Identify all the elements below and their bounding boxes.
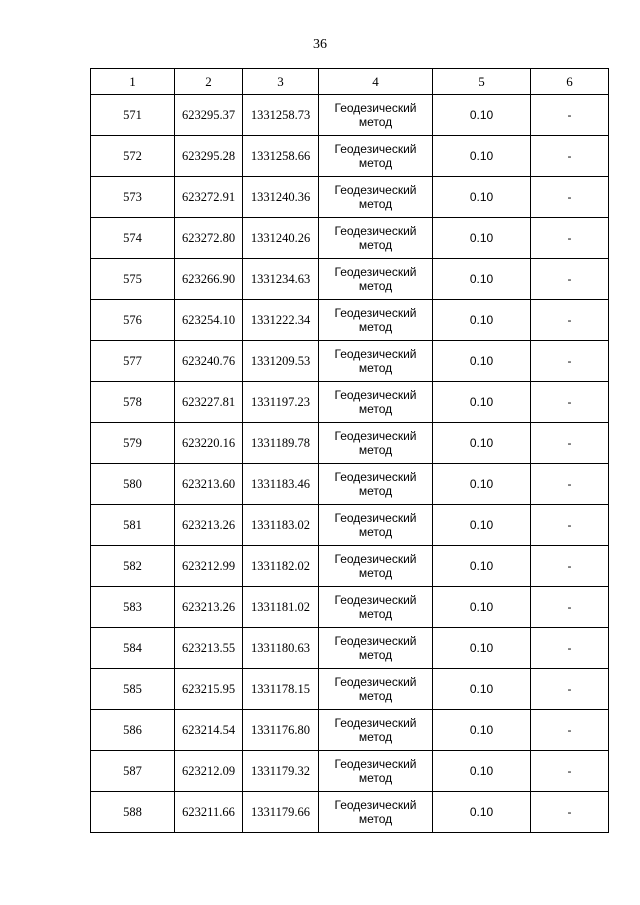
accuracy-cell: 0.10 [433, 423, 531, 464]
method-cell [319, 341, 433, 382]
method-line-2: метод [358, 361, 393, 375]
accuracy-cell: 0.10 [433, 341, 531, 382]
method-line-2: метод [358, 320, 393, 334]
table-row [91, 259, 609, 300]
column-header-4: 4 [319, 69, 433, 95]
accuracy-cell: 0.10 [433, 177, 531, 218]
note-cell: - [531, 300, 609, 341]
table-row [91, 587, 609, 628]
method-line-1: Геодезический [334, 306, 417, 320]
y-coordinate-cell: 1331179.66 [243, 792, 319, 833]
method-line-2: метод [358, 771, 393, 785]
accuracy-cell: 0.10 [433, 259, 531, 300]
page-number: 36 [313, 37, 327, 52]
table-row [91, 218, 609, 259]
note-cell: - [531, 464, 609, 505]
x-coordinate-cell: 623272.80 [175, 218, 243, 259]
point-number-cell: 576 [91, 300, 175, 341]
note-cell: - [531, 546, 609, 587]
method-line-1: Геодезический [334, 183, 417, 197]
point-number-cell: 582 [91, 546, 175, 587]
point-number-cell: 586 [91, 710, 175, 751]
method-cell [319, 587, 433, 628]
method-line-1: Геодезический [334, 429, 417, 443]
note-cell: - [531, 710, 609, 751]
method-line-2: метод [358, 443, 393, 457]
method-line-2: метод [358, 689, 393, 703]
note-cell: - [531, 505, 609, 546]
x-coordinate-cell: 623214.54 [175, 710, 243, 751]
table-row [91, 95, 609, 136]
note-cell: - [531, 669, 609, 710]
x-coordinate-cell: 623213.60 [175, 464, 243, 505]
note-cell: - [531, 792, 609, 833]
point-number-cell: 577 [91, 341, 175, 382]
method-cell [319, 669, 433, 710]
column-header-6: 6 [531, 69, 609, 95]
y-coordinate-cell: 1331181.02 [243, 587, 319, 628]
method-cell [319, 505, 433, 546]
x-coordinate-cell: 623266.90 [175, 259, 243, 300]
method-cell [319, 423, 433, 464]
accuracy-cell: 0.10 [433, 546, 531, 587]
accuracy-cell: 0.10 [433, 587, 531, 628]
column-header-1: 1 [91, 69, 175, 95]
note-cell: - [531, 259, 609, 300]
method-line-1: Геодезический [334, 634, 417, 648]
table-row [91, 505, 609, 546]
method-line-1: Геодезический [334, 388, 417, 402]
x-coordinate-cell: 623295.28 [175, 136, 243, 177]
accuracy-cell: 0.10 [433, 464, 531, 505]
y-coordinate-cell: 1331180.63 [243, 628, 319, 669]
x-coordinate-cell: 623213.26 [175, 505, 243, 546]
point-number-cell: 571 [91, 95, 175, 136]
x-coordinate-cell: 623212.09 [175, 751, 243, 792]
method-cell [319, 177, 433, 218]
method-line-1: Геодезический [334, 552, 417, 566]
accuracy-cell: 0.10 [433, 792, 531, 833]
method-line-2: метод [358, 197, 393, 211]
method-line-1: Геодезический [334, 757, 417, 771]
method-cell [319, 628, 433, 669]
table-row [91, 300, 609, 341]
table-row [91, 792, 609, 833]
point-number-cell: 575 [91, 259, 175, 300]
method-cell [319, 95, 433, 136]
method-cell [319, 300, 433, 341]
note-cell: - [531, 628, 609, 669]
point-number-cell: 573 [91, 177, 175, 218]
point-number-cell: 578 [91, 382, 175, 423]
method-line-1: Геодезический [334, 470, 417, 484]
method-line-2: метод [358, 566, 393, 580]
note-cell: - [531, 95, 609, 136]
method-line-2: метод [358, 279, 393, 293]
accuracy-cell: 0.10 [433, 95, 531, 136]
method-cell [319, 710, 433, 751]
accuracy-cell: 0.10 [433, 505, 531, 546]
x-coordinate-cell: 623213.55 [175, 628, 243, 669]
x-coordinate-cell: 623227.81 [175, 382, 243, 423]
table-row [91, 628, 609, 669]
y-coordinate-cell: 1331183.02 [243, 505, 319, 546]
x-coordinate-cell: 623295.37 [175, 95, 243, 136]
method-line-1: Геодезический [334, 142, 417, 156]
note-cell: - [531, 587, 609, 628]
method-cell [319, 218, 433, 259]
table-row [91, 177, 609, 218]
accuracy-cell: 0.10 [433, 382, 531, 423]
y-coordinate-cell: 1331178.15 [243, 669, 319, 710]
table-row [91, 423, 609, 464]
method-line-2: метод [358, 115, 393, 129]
method-cell [319, 546, 433, 587]
point-number-cell: 587 [91, 751, 175, 792]
note-cell: - [531, 218, 609, 259]
method-line-2: метод [358, 812, 393, 826]
table-row [91, 341, 609, 382]
method-cell [319, 464, 433, 505]
method-line-1: Геодезический [334, 347, 417, 361]
method-line-2: метод [358, 156, 393, 170]
note-cell: - [531, 751, 609, 792]
method-line-2: метод [358, 648, 393, 662]
point-number-cell: 580 [91, 464, 175, 505]
method-line-1: Геодезический [334, 716, 417, 730]
x-coordinate-cell: 623240.76 [175, 341, 243, 382]
method-cell [319, 792, 433, 833]
point-number-cell: 581 [91, 505, 175, 546]
table-header-row [91, 69, 609, 95]
x-coordinate-cell: 623212.99 [175, 546, 243, 587]
x-coordinate-cell: 623215.95 [175, 669, 243, 710]
point-number-cell: 585 [91, 669, 175, 710]
point-number-cell: 584 [91, 628, 175, 669]
y-coordinate-cell: 1331176.80 [243, 710, 319, 751]
method-line-1: Геодезический [334, 265, 417, 279]
method-line-2: метод [358, 525, 393, 539]
y-coordinate-cell: 1331258.73 [243, 95, 319, 136]
x-coordinate-cell: 623272.91 [175, 177, 243, 218]
y-coordinate-cell: 1331240.36 [243, 177, 319, 218]
method-line-2: метод [358, 484, 393, 498]
point-number-cell: 572 [91, 136, 175, 177]
table-row [91, 464, 609, 505]
table-row [91, 669, 609, 710]
y-coordinate-cell: 1331240.26 [243, 218, 319, 259]
table-row [91, 382, 609, 423]
method-line-1: Геодезический [334, 675, 417, 689]
y-coordinate-cell: 1331234.63 [243, 259, 319, 300]
y-coordinate-cell: 1331179.32 [243, 751, 319, 792]
note-cell: - [531, 382, 609, 423]
table-body [91, 95, 609, 833]
point-number-cell: 574 [91, 218, 175, 259]
method-line-1: Геодезический [334, 798, 417, 812]
method-line-2: метод [358, 730, 393, 744]
method-line-1: Геодезический [334, 593, 417, 607]
table-row [91, 751, 609, 792]
column-header-3: 3 [243, 69, 319, 95]
table-row [91, 710, 609, 751]
method-line-1: Геодезический [334, 224, 417, 238]
x-coordinate-cell: 623254.10 [175, 300, 243, 341]
accuracy-cell: 0.10 [433, 628, 531, 669]
note-cell: - [531, 136, 609, 177]
method-line-2: метод [358, 402, 393, 416]
note-cell: - [531, 177, 609, 218]
method-line-2: метод [358, 607, 393, 621]
method-line-1: Геодезический [334, 101, 417, 115]
table-row [91, 136, 609, 177]
method-cell [319, 751, 433, 792]
y-coordinate-cell: 1331183.46 [243, 464, 319, 505]
point-number-cell: 588 [91, 792, 175, 833]
accuracy-cell: 0.10 [433, 751, 531, 792]
y-coordinate-cell: 1331222.34 [243, 300, 319, 341]
y-coordinate-cell: 1331258.66 [243, 136, 319, 177]
column-header-2: 2 [175, 69, 243, 95]
x-coordinate-cell: 623211.66 [175, 792, 243, 833]
note-cell: - [531, 423, 609, 464]
accuracy-cell: 0.10 [433, 669, 531, 710]
x-coordinate-cell: 623220.16 [175, 423, 243, 464]
y-coordinate-cell: 1331197.23 [243, 382, 319, 423]
method-cell [319, 136, 433, 177]
accuracy-cell: 0.10 [433, 218, 531, 259]
note-cell: - [531, 341, 609, 382]
table-row [91, 546, 609, 587]
accuracy-cell: 0.10 [433, 710, 531, 751]
method-cell [319, 259, 433, 300]
coordinates-table [90, 68, 609, 833]
point-number-cell: 583 [91, 587, 175, 628]
y-coordinate-cell: 1331189.78 [243, 423, 319, 464]
accuracy-cell: 0.10 [433, 300, 531, 341]
method-cell [319, 382, 433, 423]
accuracy-cell: 0.10 [433, 136, 531, 177]
y-coordinate-cell: 1331209.53 [243, 341, 319, 382]
point-number-cell: 579 [91, 423, 175, 464]
y-coordinate-cell: 1331182.02 [243, 546, 319, 587]
method-line-1: Геодезический [334, 511, 417, 525]
column-header-5: 5 [433, 69, 531, 95]
x-coordinate-cell: 623213.26 [175, 587, 243, 628]
method-line-2: метод [358, 238, 393, 252]
